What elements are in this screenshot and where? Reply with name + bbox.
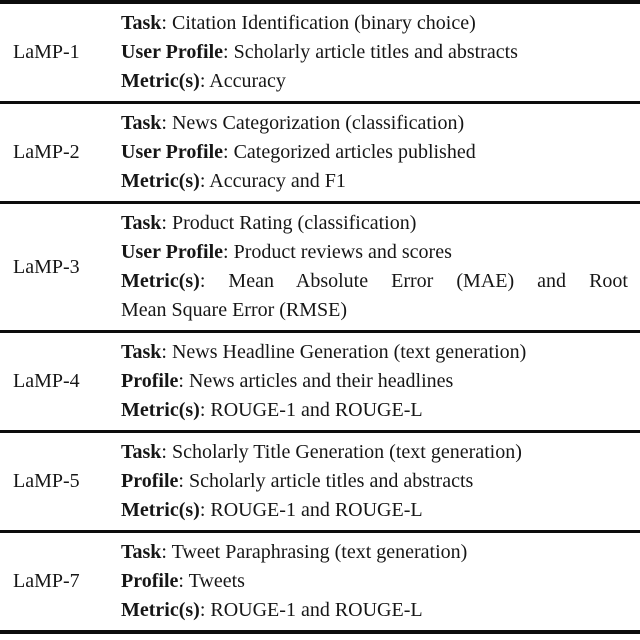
profile-line — [121, 138, 628, 167]
table-row-lamp-1 — [0, 2, 640, 103]
row-content — [121, 532, 640, 633]
task-line — [121, 9, 628, 38]
separator: : — [178, 370, 189, 392]
field-value: Tweets — [188, 570, 245, 592]
separator: : — [199, 599, 211, 621]
table-row-lamp-7 — [0, 532, 640, 633]
field-value: Scholarly article titles and abstracts — [188, 470, 474, 492]
row-content — [121, 103, 640, 203]
field-value: ROUGE-1 and ROUGE-L — [210, 399, 423, 421]
field-label: Metric(s) — [121, 599, 200, 621]
field-value: News articles and their headlines — [188, 370, 454, 392]
separator: : — [223, 141, 234, 163]
field-label: Profile — [121, 570, 179, 592]
row-label: LaMP-5 — [13, 470, 80, 492]
table-row-lamp-4 — [0, 332, 640, 432]
separator: : — [199, 70, 210, 92]
separator: : — [161, 12, 172, 34]
separator: : — [199, 499, 211, 521]
field-label: Task — [121, 541, 162, 563]
separator: : — [161, 541, 172, 563]
separator: : — [161, 112, 172, 134]
field-value: ROUGE-1 and ROUGE-L — [210, 599, 423, 621]
field-label: Metric(s) — [121, 70, 200, 92]
profile-line — [121, 567, 628, 596]
task-line — [121, 538, 628, 567]
metric-line-continuation: Mean Square Error (RMSE) — [121, 299, 348, 321]
profile-line — [121, 238, 628, 267]
task-line — [121, 338, 628, 367]
profile-line — [121, 38, 628, 67]
row-label: LaMP-7 — [13, 570, 80, 592]
field-label: Task — [121, 12, 162, 34]
row-label: LaMP-2 — [13, 141, 80, 163]
field-value: Product reviews and scores — [233, 241, 452, 263]
metric-line — [121, 496, 628, 525]
row-content — [121, 203, 640, 332]
task-line — [121, 438, 628, 467]
field-value: Categorized articles published — [233, 141, 476, 163]
row-label: LaMP-4 — [13, 370, 80, 392]
table-row-lamp-2 — [0, 103, 640, 203]
metric-line — [121, 67, 628, 96]
row-content — [121, 332, 640, 432]
field-label: Task — [121, 112, 162, 134]
field-label: User Profile — [121, 41, 224, 63]
separator: : — [161, 212, 172, 234]
separator: : — [199, 399, 211, 421]
field-value: Tweet Paraphrasing (text generation) — [171, 541, 468, 563]
separator: : — [223, 241, 234, 263]
field-label: Task — [121, 341, 162, 363]
task-line — [121, 209, 628, 238]
field-value: Mean Absolute Error (MAE) and Root — [228, 270, 628, 292]
field-value: Citation Identification (binary choice) — [171, 12, 476, 34]
separator: : — [199, 270, 229, 292]
field-value: Accuracy — [209, 70, 286, 92]
table-row-lamp-3 — [0, 203, 640, 332]
field-label: Task — [121, 441, 162, 463]
field-label: Metric(s) — [121, 270, 200, 292]
field-label: Metric(s) — [121, 499, 200, 521]
separator: : — [178, 570, 189, 592]
field-value: Scholarly article titles and abstracts — [233, 41, 518, 63]
profile-line — [121, 467, 628, 496]
row-label: LaMP-1 — [13, 41, 80, 63]
field-value: Product Rating (classification) — [171, 212, 417, 234]
metric-line — [121, 267, 628, 296]
field-value: News Categorization (classification) — [171, 112, 465, 134]
metric-line — [121, 396, 628, 425]
field-value: Scholarly Title Generation (text generation) — [171, 441, 522, 463]
row-content — [121, 432, 640, 532]
field-value: ROUGE-1 and ROUGE-L — [210, 499, 423, 521]
profile-line — [121, 367, 628, 396]
metric-line — [121, 596, 628, 625]
field-label: Metric(s) — [121, 399, 200, 421]
row-label: LaMP-3 — [13, 255, 80, 278]
field-label: Profile — [121, 370, 179, 392]
separator: : — [161, 441, 172, 463]
separator: : — [199, 170, 210, 192]
field-label: Metric(s) — [121, 170, 200, 192]
field-label: User Profile — [121, 141, 224, 163]
metric-line — [121, 167, 628, 196]
separator: : — [223, 41, 234, 63]
row-content — [121, 2, 640, 103]
separator: : — [161, 341, 172, 363]
field-label: Task — [121, 212, 162, 234]
field-label: User Profile — [121, 241, 224, 263]
field-value: Accuracy and F1 — [209, 170, 346, 192]
task-line — [121, 109, 628, 138]
field-value: News Headline Generation (text generation) — [171, 341, 527, 363]
table-row-lamp-5 — [0, 432, 640, 532]
separator: : — [178, 470, 189, 492]
field-label: Profile — [121, 470, 179, 492]
